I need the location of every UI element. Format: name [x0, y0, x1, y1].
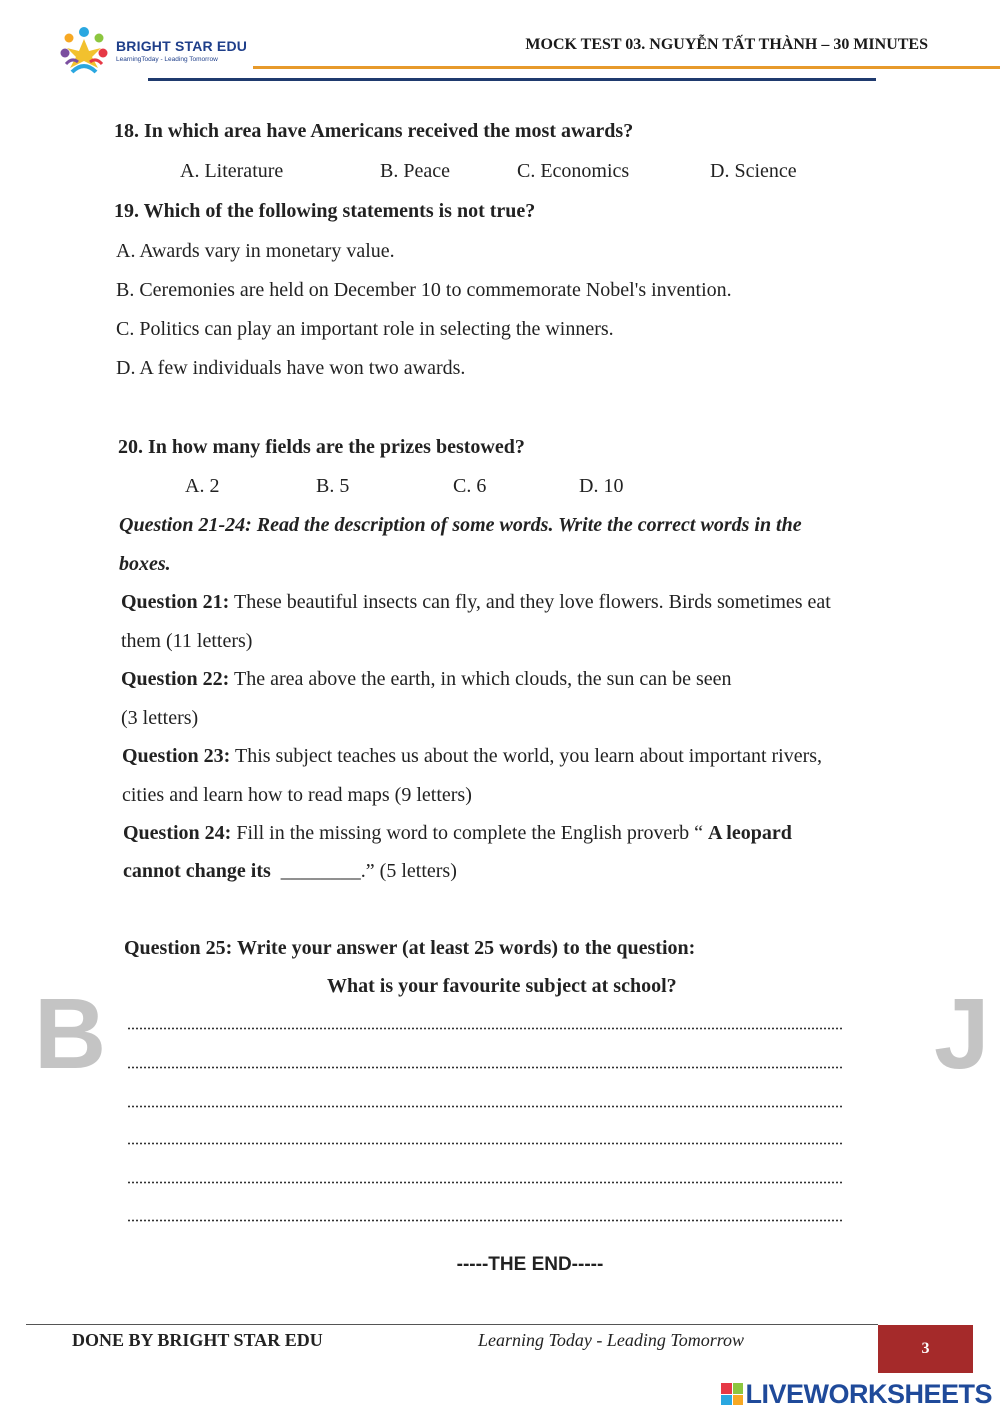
header-divider-navy: [148, 78, 876, 81]
question-24-proverb-end: cannot change its: [123, 860, 271, 882]
answer-line[interactable]: [127, 1105, 843, 1108]
brand-tagline: LearningToday - Leading Tomorrow: [116, 56, 218, 63]
question-21-label: Question 21:: [121, 591, 230, 613]
question-19-option-d[interactable]: D. A few individuals have won two awards.: [116, 357, 466, 379]
end-marker: -----THE END-----: [456, 1254, 604, 1275]
question-21: [121, 591, 831, 614]
question-18-prompt: 18. In which area have Americans received the most awards?: [114, 120, 634, 142]
page-title: MOCK TEST 03. NGUYỄN TẤT THÀNH – 30 MINUTES: [525, 36, 928, 53]
question-25-question: What is your favourite subject at school?: [327, 975, 677, 997]
answer-line[interactable]: [127, 1142, 843, 1145]
question-18-option-c[interactable]: C. Economics: [517, 160, 630, 182]
header-divider-orange: [253, 66, 1000, 69]
question-22-cont: (3 letters): [121, 707, 199, 729]
watermark-left: B: [34, 978, 107, 1090]
liveworksheets-logo[interactable]: [721, 1378, 992, 1410]
question-25-prompt: Question 25: Write your answer (at least 25 words) to the question:: [124, 937, 696, 959]
question-20-prompt: 20. In how many fields are the prizes bestowed?: [118, 436, 525, 458]
question-19-option-a[interactable]: A. Awards vary in monetary value.: [116, 240, 395, 262]
footer-slogan: Learning Today - Leading Tomorrow: [478, 1330, 745, 1350]
question-22-text: The area above the earth, in which clouds, the sun can be seen: [229, 668, 732, 690]
brand-logo: [58, 24, 258, 80]
page-number: 3: [878, 1325, 973, 1373]
answer-line[interactable]: [127, 1181, 843, 1184]
question-22: [121, 668, 732, 691]
question-20-option-d[interactable]: D. 10: [579, 475, 624, 497]
answer-line[interactable]: [127, 1066, 843, 1069]
question-19-option-c[interactable]: C. Politics can play an important role in selecting the winners.: [116, 318, 614, 340]
star-people-logo-icon: [58, 24, 110, 78]
question-19-option-b[interactable]: B. Ceremonies are held on December 10 to commemorate Nobel's invention.: [116, 279, 732, 301]
liveworksheets-label: LIVEWORKSHEETS: [745, 1378, 992, 1409]
question-19-prompt: 19. Which of the following statements is not true?: [114, 200, 536, 222]
question-24-cont: [123, 860, 457, 883]
section-21-24-instruction: Question 21-24: Read the description of some words. Write the correct words in the: [119, 514, 802, 536]
question-18-option-a[interactable]: A. Literature: [180, 160, 284, 182]
question-24-hint: .” (5 letters): [360, 860, 457, 882]
brand-name: BRIGHT STAR EDU: [116, 38, 248, 54]
question-24-label: Question 24:: [123, 822, 232, 844]
question-23-label: Question 23:: [122, 745, 231, 767]
question-24: [123, 822, 792, 845]
question-20-option-c[interactable]: C. 6: [453, 475, 487, 497]
question-23-cont: cities and learn how to read maps (9 letters): [122, 784, 472, 806]
question-24-text: Fill in the missing word to complete the English proverb “: [231, 822, 708, 844]
footer-divider: [26, 1324, 878, 1325]
liveworksheets-icon: [721, 1383, 743, 1405]
question-21-text: These beautiful insects can fly, and they love flowers. Birds sometimes eat: [229, 591, 831, 613]
question-24-proverb-start: A leopard: [707, 822, 792, 844]
question-22-label: Question 22:: [121, 668, 230, 690]
question-18-option-b[interactable]: B. Peace: [380, 160, 450, 182]
question-23: [122, 745, 822, 768]
question-20-option-b[interactable]: B. 5: [316, 475, 350, 497]
question-18-option-d[interactable]: D. Science: [710, 160, 797, 182]
question-23-text: This subject teaches us about the world, you learn about important rivers,: [230, 745, 823, 767]
footer-credit: DONE BY BRIGHT STAR EDU: [72, 1330, 323, 1350]
section-21-24-instruction-cont: boxes.: [119, 553, 171, 575]
answer-line[interactable]: [127, 1027, 843, 1030]
answer-line[interactable]: [127, 1219, 843, 1222]
question-24-blank[interactable]: ________: [280, 860, 361, 882]
question-20-option-a[interactable]: A. 2: [185, 475, 220, 497]
watermark-right: J: [934, 978, 990, 1090]
question-21-cont: them (11 letters): [121, 630, 253, 652]
